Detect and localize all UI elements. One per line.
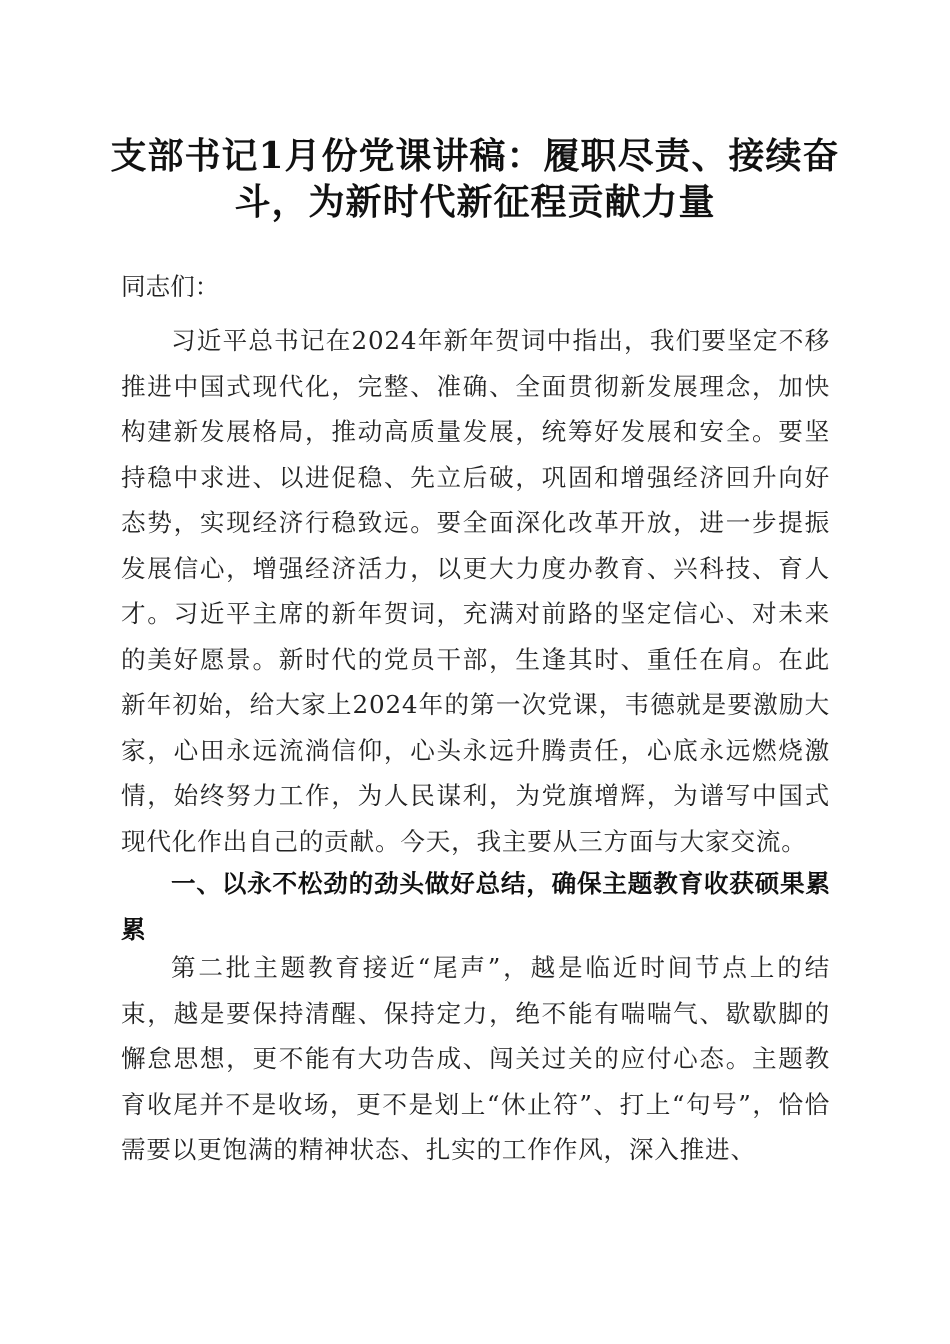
document-title: 支部书记1月份党课讲稿：履职尽责、接续奋斗，为新时代新征程贡献力量 [110,135,840,223]
body-paragraph-2: 第二批主题教育接近“尾声”，越是临近时间节点上的结束，越是要保持清醒、保持定力，绝不能有喘喘气、歇歇脚的懈怠思想，更不能有大功告成、闯关过关的应付心态。主题教育收尾并不是收场，更不是划上“休止符”、打上“句号”，恰恰需要以更饱满的精神状态、扎实的工作作风，深入推进、 [121,953,830,1164]
section-heading-1: 一、以永不松劲的劲头做好总结，确保主题教育收获硕果累累 [121,869,830,944]
body-paragraph-1: 习近平总书记在2024年新年贺词中指出，我们要坚定不移推进中国式现代化，完整、准确、全面贯彻新发展理念，加快构建新发展格局，推动高质量发展，统筹好发展和安全。要坚持稳中求进、以进促稳、先立后破，巩固和增强经济回升向好态势，实现经济行稳致远。要全面深化改革开放，进一步提振发展信心，增强经济活力，以更大力度办教育、兴科技、育人才。习近平主席的新年贺词，充满对前路的坚定信心、对未来的美好愿景。新时代的党员干部，生逢其时、重任在肩。在此新年初始，给大家上2024年的第一次党课，韦德就是要激励大家，心田永远流淌信仰，心头永远升腾责任，心底永远燃烧激情，始终努力工作，为人民谋利，为党旗增辉，为谱写中国式现代化作出自己的贡献。今天，我主要从三方面与大家交流。 [121,326,830,856]
greeting: 同志们： [121,272,220,301]
